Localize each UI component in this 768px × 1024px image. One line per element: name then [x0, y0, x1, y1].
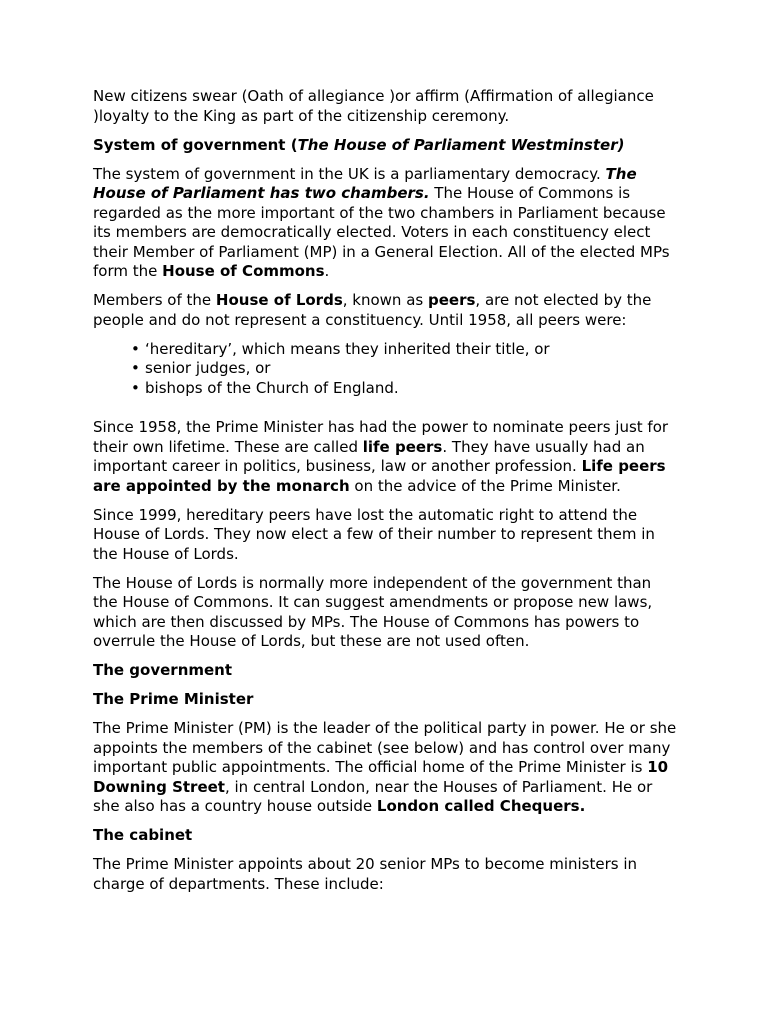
list-item	[131, 378, 678, 399]
bullet-icon: •	[131, 378, 140, 397]
emphasis-peers: peers	[427, 291, 476, 309]
text-run: on the advice of the Prime Minister.	[349, 476, 621, 495]
text-run: .	[324, 262, 330, 280]
list-item-text: ‘hereditary’, which means they inherited their title, or	[145, 339, 550, 358]
document-page	[93, 87, 678, 904]
system-of-government-heading	[93, 136, 678, 156]
intro-paragraph: New citizens swear (Oath of allegiance )or affirm (Affirmation of allegiance )loyalty to the King as part of the citizenship ceremony.	[93, 87, 654, 125]
emphasis-chequers: London called Chequers.	[376, 797, 586, 815]
bullet-icon: •	[131, 339, 140, 358]
emphasis-appointed-by-monarch: Life peers are appointed by the monarch	[93, 457, 666, 495]
text-run: , known as	[342, 291, 428, 309]
emphasis-two-chambers: The House of Parliament has two chambers.	[93, 164, 637, 202]
bullet-icon: •	[131, 359, 140, 377]
text-run: Since 1958, the Prime Minister has had the power to nominate peers just for their own lifetime. These are called	[93, 418, 669, 456]
list-item-text: bishops of the Church of England.	[145, 378, 399, 397]
emphasis-house-of-lords: House of Lords	[215, 291, 343, 309]
peers-list	[93, 340, 678, 399]
text-run: The Prime Minister (PM) is the leader of the political party in power. He or she appoints the members of the cabinet (see below) and has control over many important public appointments. The official home of the Prime Minister is	[93, 719, 677, 776]
heading-italic-text: The House of Parliament Westminster)	[297, 135, 625, 154]
text-run: The system of government in the UK is a parliamentary democracy.	[93, 164, 606, 183]
emphasis-house-of-commons: House of Commons	[162, 262, 325, 280]
lords-independence-paragraph: The House of Lords is normally more independent of the government than the House of Commons. It can suggest amendments or propose new laws, which are then discussed by MPs. The House of Commons has powers to overrule the House of Lords, but these are not used often.	[93, 573, 653, 650]
text-run: Members of the	[93, 291, 216, 309]
cabinet-heading: The cabinet	[93, 826, 193, 844]
hereditary-peers-paragraph: Since 1999, hereditary peers have lost the automatic right to attend the House of Lords. They now elect a few of their number to represent them in the House of Lords.	[93, 505, 655, 563]
emphasis-downing-street: 10 Downing Street	[93, 758, 669, 796]
parliament-paragraph	[93, 165, 678, 282]
list-item-text: senior judges, or	[145, 359, 271, 377]
emphasis-life-peers: life peers	[362, 437, 443, 456]
prime-minister-paragraph	[93, 719, 678, 817]
lords-paragraph	[93, 291, 678, 330]
text-run: . They have usually had an important career in politics, business, law or another profession.	[93, 437, 645, 475]
life-peers-paragraph	[93, 418, 678, 496]
text-run: , are not elected by the people and do not represent a constituency. Until 1958, all peers were:	[93, 291, 652, 329]
government-heading: The government	[93, 661, 233, 679]
prime-minister-heading: The Prime Minister	[93, 690, 254, 708]
heading-main-text: System of government (	[93, 135, 298, 154]
text-run: The House of Commons is regarded as the more important of the two chambers in Parliament because its members are democratically elected. Voters in each constituency elect their Member of Parliament (MP) in a General Election. All of the elected MPs form the	[93, 184, 670, 280]
list-item	[131, 359, 678, 379]
text-run: , in central London, near the Houses of Parliament. He or she also has a country house outside	[93, 777, 653, 815]
cabinet-paragraph: The Prime Minister appoints about 20 senior MPs to become ministers in charge of departments. These include:	[93, 855, 638, 893]
list-item	[131, 339, 678, 360]
